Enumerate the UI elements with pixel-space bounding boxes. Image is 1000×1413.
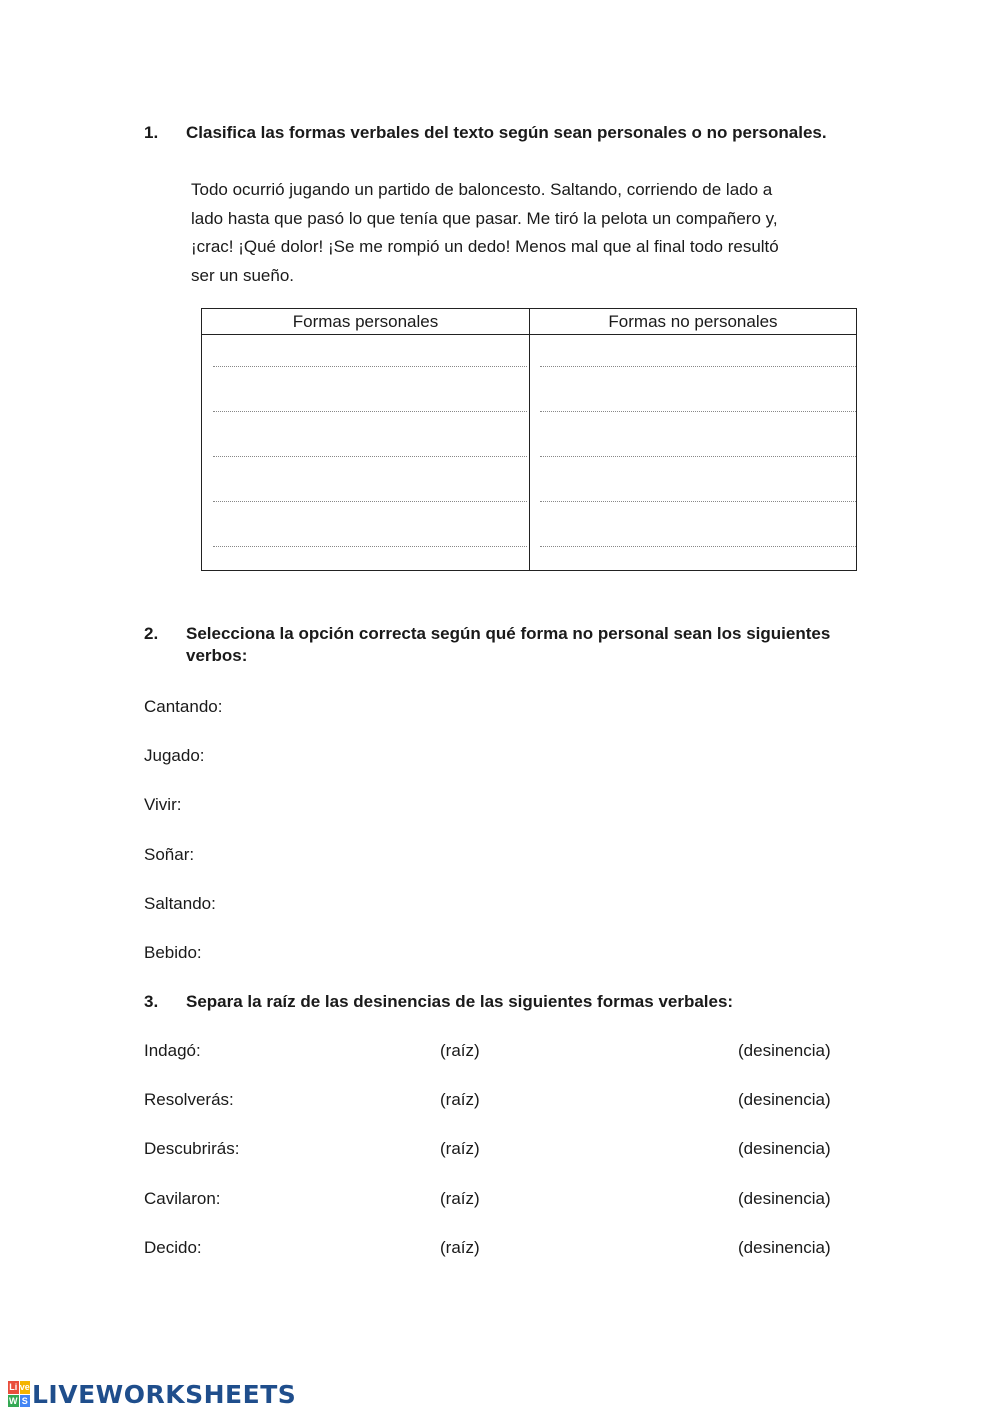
ending-slot: (desinencia) — [738, 1238, 831, 1257]
answer-line-personal-2[interactable] — [213, 411, 527, 412]
ending-slot: (desinencia) — [738, 1090, 831, 1109]
badge-cell: ve — [19, 1382, 30, 1392]
paragraph-line: lado hasta que pasó lo que tenía que pasar. Me tiró la pelota un compañero y, — [191, 208, 778, 228]
answer-line-non-personal-2[interactable] — [540, 411, 856, 412]
root-slot: (raíz) — [440, 1090, 480, 1109]
verb-form: Resolverás: — [144, 1090, 234, 1109]
column-header-personal: Formas personales — [292, 312, 439, 331]
exercise-2-number: 2. — [144, 624, 159, 643]
answer-line-personal-5[interactable] — [213, 546, 527, 547]
root-slot: (raíz) — [440, 1139, 480, 1158]
verb-item: Saltando: — [144, 894, 216, 913]
logo-text: LIVEWORKSHEETS — [32, 1379, 297, 1409]
root-slot: (raíz) — [440, 1041, 480, 1060]
verb-form: Decido: — [144, 1238, 202, 1257]
root-slot: (raíz) — [440, 1189, 480, 1208]
classification-table — [201, 308, 857, 571]
column-header-non-personal: Formas no personales — [608, 312, 778, 331]
ending-slot: (desinencia) — [738, 1189, 831, 1208]
answer-line-personal-4[interactable] — [213, 501, 527, 502]
exercise-1-number: 1. — [144, 123, 159, 142]
exercise-1-title: Clasifica las formas verbales del texto según sean personales o no personales. — [186, 123, 827, 142]
verb-item: Vivir: — [144, 795, 182, 814]
exercise-3-heading — [144, 991, 864, 1013]
verb-form: Cavilaron: — [144, 1189, 221, 1208]
exercise-3-title: Separa la raíz de las desinencias de las siguientes formas verbales: — [186, 992, 734, 1011]
badge-cell: Li — [9, 1382, 18, 1392]
paragraph-line: ¡crac! ¡Qué dolor! ¡Se me rompió un dedo! Menos mal que al final todo resultó — [191, 237, 779, 256]
verb-item: Bebido: — [144, 943, 202, 962]
badge-cell: S — [20, 1395, 31, 1408]
exercise-3-number: 3. — [144, 992, 159, 1011]
ending-slot: (desinencia) — [738, 1139, 831, 1158]
verb-item: Soñar: — [144, 845, 195, 864]
exercise-1-paragraph — [191, 176, 871, 290]
answer-line-non-personal-3[interactable] — [540, 456, 856, 457]
paragraph-line: Todo ocurrió jugando un partido de baloncesto. Saltando, corriendo de lado a — [191, 180, 773, 199]
verb-item: Jugado: — [144, 746, 205, 765]
answer-line-non-personal-4[interactable] — [540, 501, 856, 502]
answer-line-personal-3[interactable] — [213, 456, 527, 457]
verb-form: Indagó: — [144, 1041, 201, 1060]
answer-line-non-personal-1[interactable] — [540, 366, 856, 367]
table-column-divider — [529, 309, 530, 570]
paragraph-line: ser un sueño. — [191, 265, 295, 285]
exercise-1-heading — [144, 122, 864, 144]
liveworksheets-logo[interactable] — [8, 1380, 296, 1408]
ending-slot: (desinencia) — [738, 1041, 831, 1060]
verb-item: Cantando: — [144, 697, 223, 716]
logo-badge-icon — [8, 1381, 30, 1407]
exercise-2-title: Selecciona la opción correcta según qué forma no personal sean los siguientes verbos: — [186, 624, 831, 665]
exercise-2-heading — [144, 623, 864, 669]
root-slot: (raíz) — [440, 1238, 480, 1257]
badge-cell: W — [9, 1395, 18, 1406]
answer-line-non-personal-5[interactable] — [540, 546, 856, 547]
verb-form: Descubrirás: — [144, 1139, 240, 1158]
answer-line-personal-1[interactable] — [213, 366, 527, 367]
